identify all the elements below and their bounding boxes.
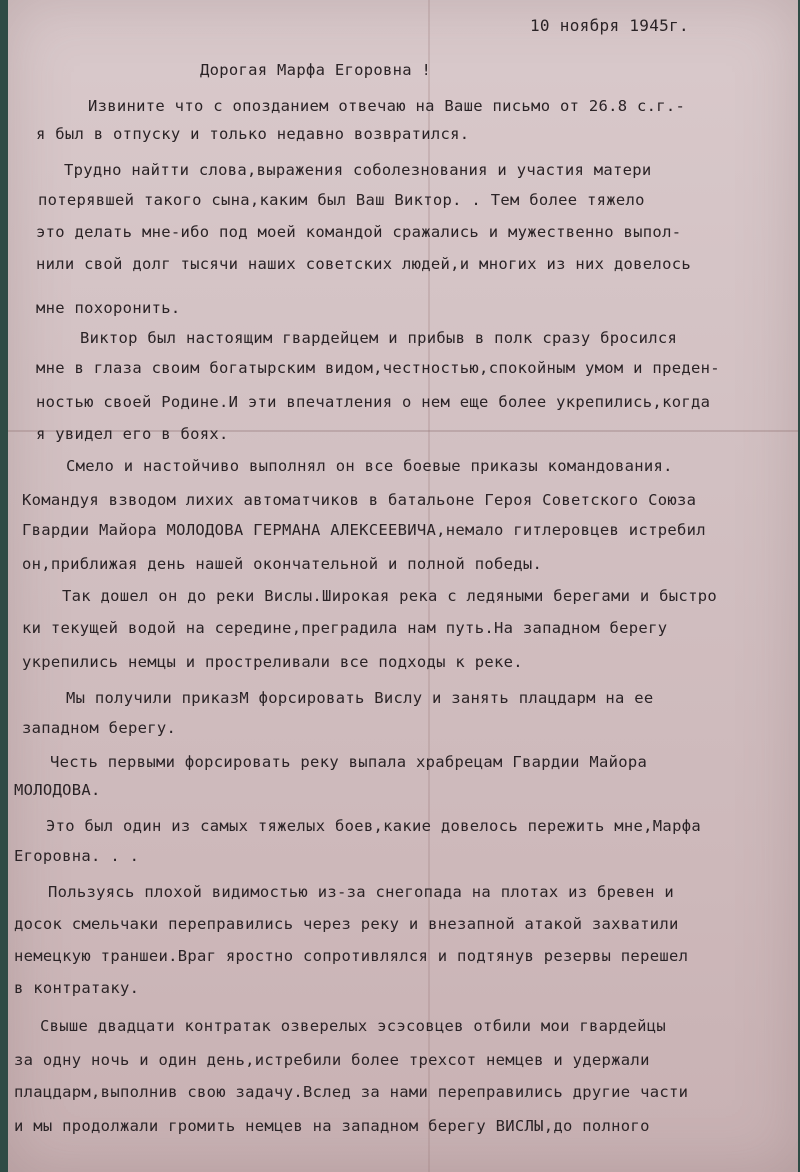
letter-line: мне в глаза своим богатырским видом,честностью,спокойным умом и преден- bbox=[36, 359, 720, 377]
letter-line: ностью своей Родине.И эти впечатления о нем еще более укрепились,когда bbox=[36, 393, 711, 411]
letter-line: МОЛОДОВА. bbox=[14, 781, 101, 799]
letter-line: Командуя взводом лихих автоматчиков в батальоне Героя Советского Союза bbox=[22, 491, 697, 509]
letter-date: 10 ноября 1945г. bbox=[530, 16, 689, 35]
letter-line: Это был один из самых тяжелых боев,какие довелось пережить мне,Марфа bbox=[46, 817, 701, 835]
letter-line: плацдарм,выполнив свою задачу.Вслед за нами переправились другие части bbox=[14, 1083, 689, 1101]
letter-line: я увидел его в боях. bbox=[36, 425, 229, 443]
letter-line: и мы продолжали громить немцев на западном берегу ВИСЛЫ,до полного bbox=[14, 1117, 650, 1135]
letter-line: Извините что с опозданием отвечаю на Ваше письмо от 26.8 с.г.- bbox=[88, 97, 686, 115]
letter-salutation: Дорогая Марфа Егоровна ! bbox=[200, 61, 432, 79]
letter-line: потерявшей такого сына,каким был Ваш Виктор. . Тем более тяжело bbox=[38, 191, 645, 209]
letter-line: Честь первыми форсировать реку выпала храбрецам Гвардии Майора bbox=[50, 753, 648, 771]
letter-line: Трудно найтти слова,выражения соболезнования и участия матери bbox=[64, 161, 652, 179]
letter-line: за одну ночь и один день,истребили более трехсот немцев и удержали bbox=[14, 1051, 650, 1069]
letter-line: Смело и настойчиво выполнял он все боевые приказы командования. bbox=[66, 457, 673, 475]
letter-line: я был в отпуску и только недавно возвратился. bbox=[36, 125, 470, 143]
letter-line: это делать мне-ибо под моей командой сражались и мужественно выпол- bbox=[36, 223, 682, 241]
letter-line: ки текущей водой на середине,преградила нам путь.На западном берегу bbox=[22, 619, 668, 637]
letter-line: Егоровна. . . bbox=[14, 847, 140, 865]
letter-line: Свыше двадцати контратак озверелых эсэсовцев отбили мои гвардейцы bbox=[40, 1017, 667, 1035]
letter-line: Так дошел он до реки Вислы.Широкая река с ледяными берегами и быстро bbox=[62, 587, 717, 605]
letter-line: западном берегу. bbox=[22, 719, 177, 737]
letter-line: он,приближая день нашей окончательной и полной победы. bbox=[22, 555, 543, 573]
letter-page bbox=[8, 0, 798, 1172]
letter-line: нили свой долг тысячи наших советских людей,и многих из них довелось bbox=[36, 255, 691, 273]
letter-line: Виктор был настоящим гвардейцем и прибыв в полк сразу бросился bbox=[80, 329, 678, 347]
letter-line: мне похоронить. bbox=[36, 299, 181, 317]
letter-line: Гвардии Майора МОЛОДОВА ГЕРМАНА АЛЕКСЕЕВИЧА,немало гитлеровцев истребил bbox=[22, 521, 706, 539]
letter-line: немецкую траншеи.Враг яростно сопротивлялся и подтянув резервы перешел bbox=[14, 947, 689, 965]
letter-line: Мы получили приказМ форсировать Вислу и занять плацдарм на ее bbox=[66, 689, 654, 707]
letter-line: Пользуясь плохой видимостью из-за снегопада на плотах из бревен и bbox=[48, 883, 675, 901]
letter-line: досок смельчаки переправились через реку и внезапной атакой захватили bbox=[14, 915, 679, 933]
letter-line: в контратаку. bbox=[14, 979, 140, 997]
letter-line: укрепились немцы и простреливали все подходы к реке. bbox=[22, 653, 523, 671]
